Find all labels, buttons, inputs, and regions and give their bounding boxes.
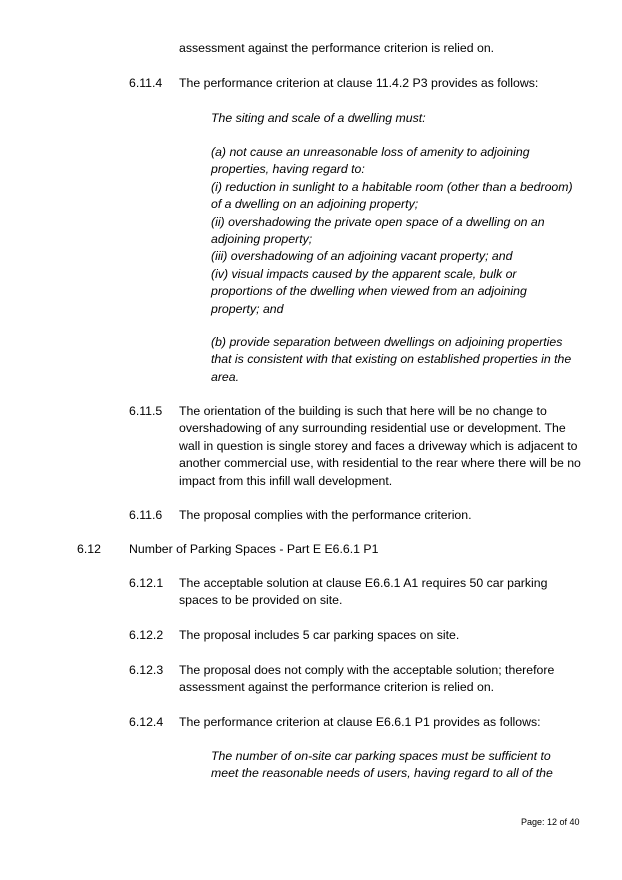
section-text-6-12-4: The performance criterion at clause E6.6.1 P1 provides as follows:: [179, 715, 541, 729]
section-text-6-12-2: The proposal includes 5 car parking spaces on site.: [179, 628, 460, 642]
section-number-6-11-4: 6.11.4: [129, 76, 163, 90]
section-text-6-11-6: The proposal complies with the performance criterion.: [179, 508, 472, 522]
quote-intro: The siting and scale of a dwelling must:: [211, 111, 426, 125]
section-number-6-11-5: 6.11.5: [129, 404, 163, 418]
section-text-6-12-1: The acceptable solution at clause E6.6.1 A1 requires 50 car parking spaces to be provided on site.: [179, 576, 548, 608]
section-number-6-12-4: 6.12.4: [129, 715, 164, 729]
section-number-6-12-2: 6.12.2: [129, 628, 164, 642]
quote-clause-b: (b) provide separation between dwellings on adjoining properties that is consistent with that existing on established properties in the area.: [211, 335, 572, 384]
page-number: Page: 12 of 40: [521, 817, 580, 827]
section-number-6-11-6: 6.11.6: [129, 508, 163, 522]
quote-parking: The number of on-site car parking spaces must be sufficient to meet the reasonable needs of users, having regard to all of the: [211, 749, 553, 781]
section-number-6-12-3: 6.12.3: [129, 663, 164, 677]
section-number-6-12: 6.12: [77, 542, 101, 556]
section-heading-6-12: Number of Parking Spaces - Part E E6.6.1 P1: [129, 542, 379, 556]
section-text-6-11-4: The performance criterion at clause 11.4.2 P3 provides as follows:: [179, 76, 539, 90]
section-text-6-12-3: The proposal does not comply with the acceptable solution; therefore assessment against the performance criterion is relied on.: [179, 663, 555, 695]
section-number-6-12-1: 6.12.1: [129, 576, 164, 590]
continuation-text: assessment against the performance criterion is relied on.: [179, 41, 495, 55]
section-text-6-11-5: The orientation of the building is such that here will be no change to overshadowing of any surrounding residential use or development. The wall in question is single storey and faces a driveway which is adjacent to another commercial use, with residential to the rear where there will be no impact from this infill wall development.: [179, 404, 581, 488]
quote-clause-a: (a) not cause an unreasonable loss of amenity to adjoining properties, having regard to: (i) reduction in sunlight to a habitable room (other than a bedroom) of a dwelling on an adjoining property; (ii) overshadowing the private open space of a dwelling on an adjoining property; (iii) overshadowing of an adjoining vacant property; and (iv) visual impacts caused by the apparent scale, bulk or proportions of the dwelling when viewed from an adjoining property; and: [211, 145, 573, 316]
